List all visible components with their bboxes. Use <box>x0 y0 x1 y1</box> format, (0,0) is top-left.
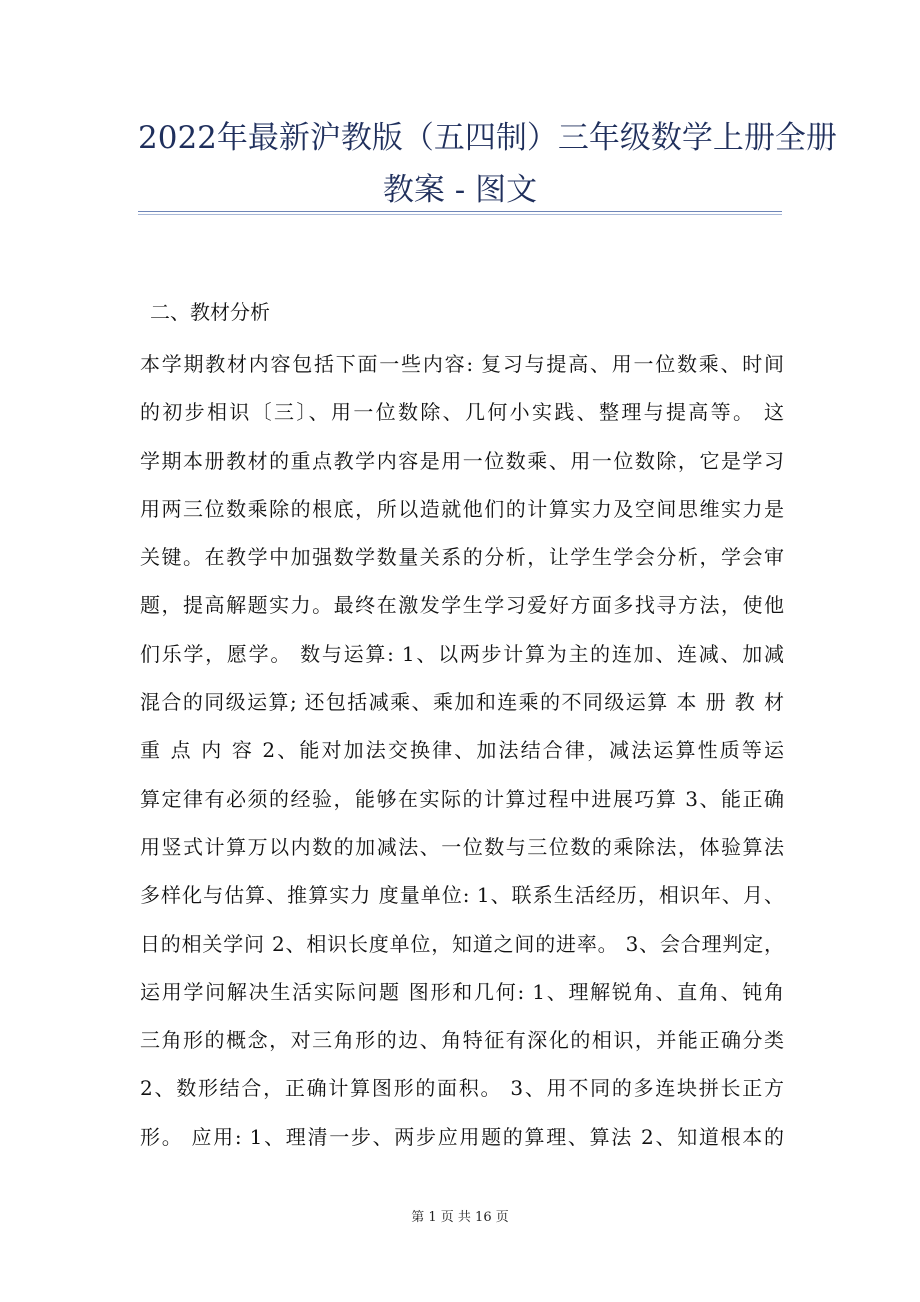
body-line: 2、数形结合，正确计算图形的面积。 3、用不同的多连块拼长正方 <box>140 1076 784 1101</box>
title-line-1: 2022年最新沪教版（五四制）三年级数学上册全册 <box>138 120 837 156</box>
section-heading: 二、教材分析 <box>150 300 270 324</box>
body-line: 题，提高解题实力。最终在激发学生学习爱好方面多找寻方法，使他 <box>140 593 784 618</box>
body-line: 重 点 内 容 2、能对加法交换律、加法结合律，减法运算性质等运 <box>140 738 784 763</box>
body-line: 混合的同级运算; 还包括减乘、乘加和连乘的不同级运算 本 册 教 材 <box>140 690 784 715</box>
body-line: 用两三位数乘除的根底，所以造就他们的计算实力及空间思维实力是 <box>140 496 784 521</box>
body-line: 多样化与估算、推算实力 度量单位: 1、联系生活经历，相识年、月、 <box>140 883 784 908</box>
page-number-footer: 第 1 页 共 16 页 <box>411 1210 509 1225</box>
body-line: 算定律有必须的经验，能够在实际的计算过程中进展巧算 3、能正确 <box>140 786 784 811</box>
body-line: 三角形的概念，对三角形的边、角特征有深化的相识，并能正确分类 <box>140 1028 784 1053</box>
body-text <box>140 340 784 1161</box>
title-divider <box>138 211 782 212</box>
body-line: 用竖式计算万以内数的加减法、一位数与三位数的乘除法，体验算法 <box>140 834 784 859</box>
body-line: 形。 应用: 1、理清一步、两步应用题的算理、算法 2、知道根本的 <box>140 1124 784 1149</box>
document-title <box>138 112 837 216</box>
body-line: 运用学问解决生活实际问题 图形和几何: 1、理解锐角、直角、钝角 <box>140 979 784 1004</box>
body-line: 日的相关学问 2、相识长度单位，知道之间的进率。 3、会合理判定， <box>140 931 784 956</box>
body-line: 本学期教材内容包括下面一些内容: 复习与提高、用一位数乘、时间 <box>140 352 784 376</box>
body-line: 学期本册教材的重点教学内容是用一位数乘、用一位数除，它是学习 <box>140 448 784 473</box>
title-line-2: 教案 - 图文 <box>382 172 538 208</box>
body-line: 的初步相识〔三〕、用一位数除、几何小实践、整理与提高等。 这 <box>140 400 784 425</box>
body-line: 关键。在教学中加强数学数量关系的分析，让学生学会分析，学会审 <box>140 545 784 570</box>
title-divider-secondary <box>138 214 782 215</box>
body-line: 们乐学，愿学。 数与运算: 1、以两步计算为主的连加、连减、加减 <box>140 641 784 666</box>
